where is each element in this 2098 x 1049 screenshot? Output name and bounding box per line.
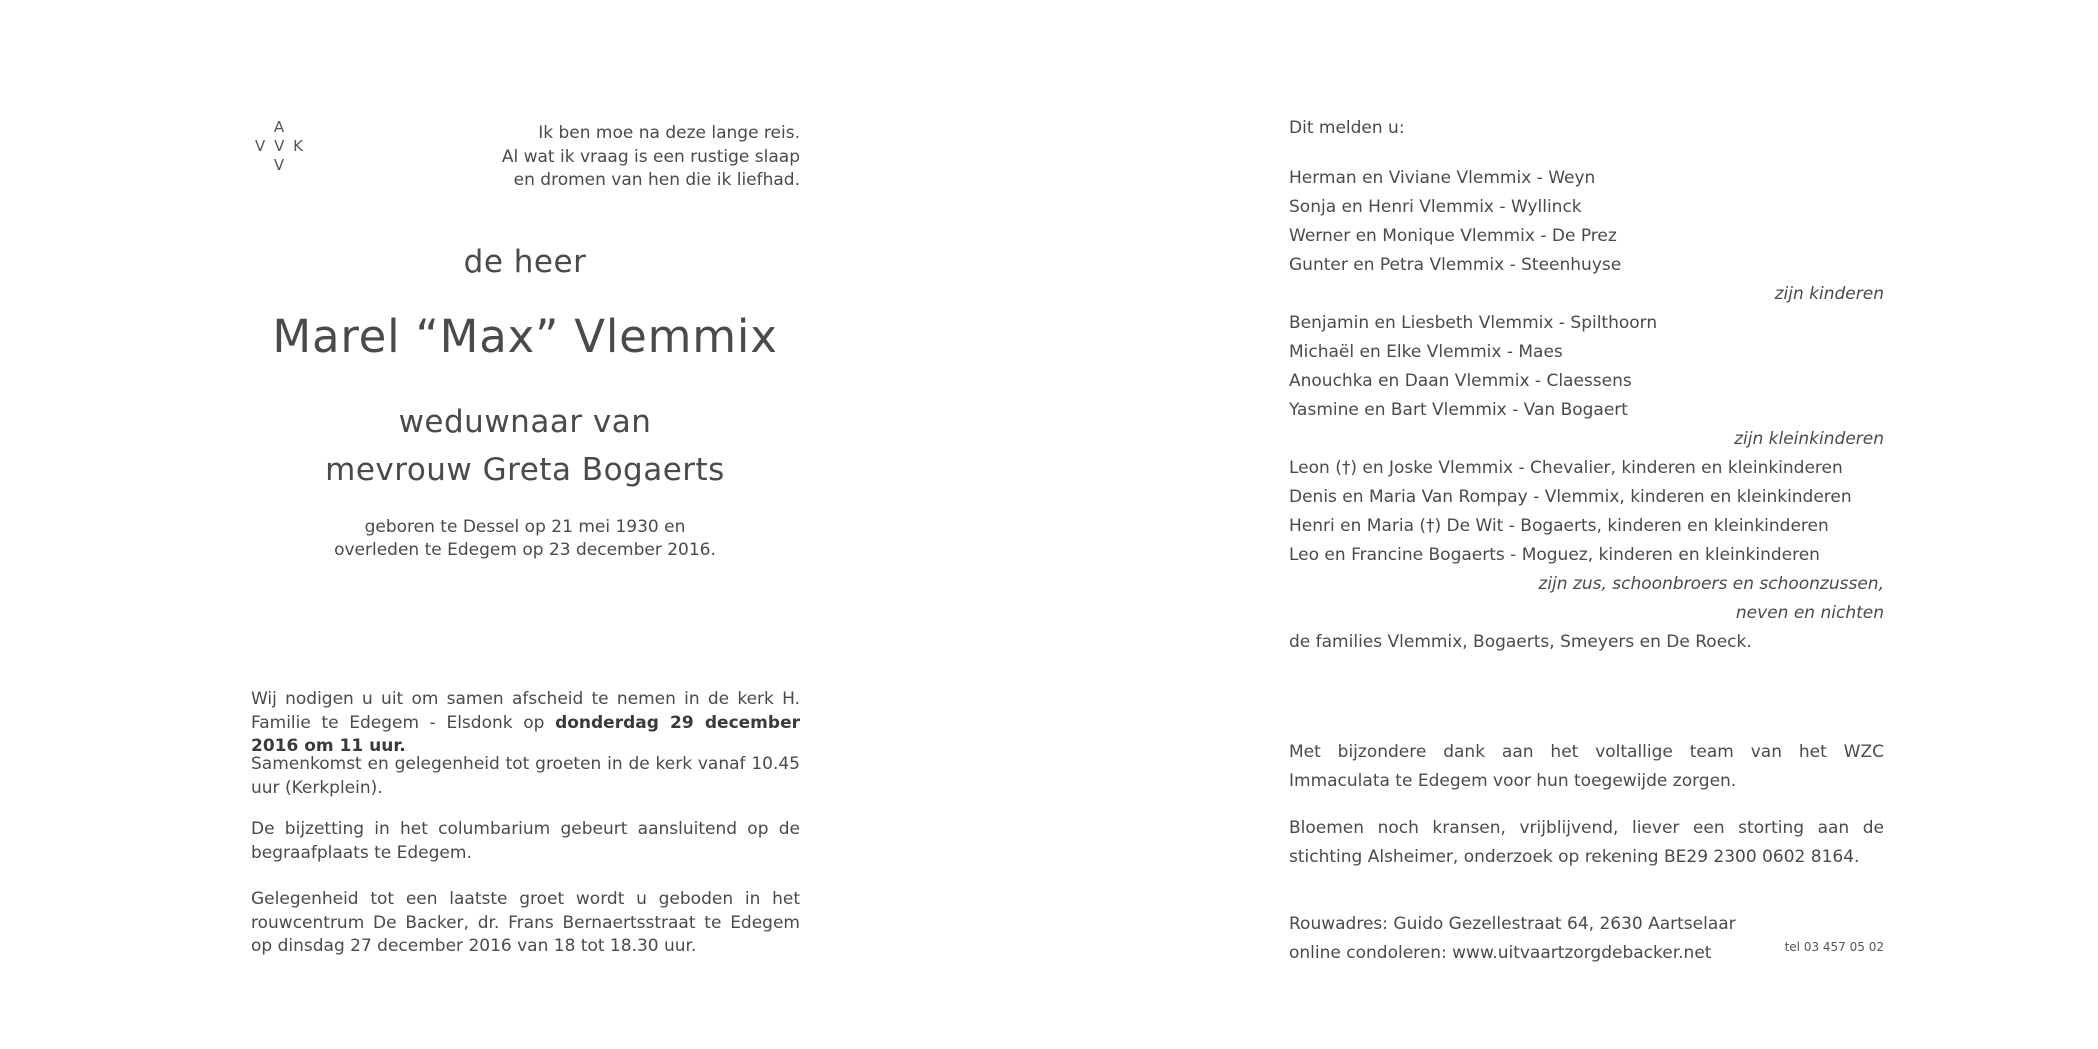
widower-of bbox=[250, 398, 800, 494]
family-member: Michaël en Elke Vlemmix - Maes bbox=[1289, 342, 1563, 362]
role-grandchildren: zijn kleinkinderen bbox=[1734, 429, 1884, 449]
widower-line: weduwnaar van bbox=[398, 404, 652, 440]
poem-line: Ik ben moe na deze lange reis. bbox=[538, 123, 800, 143]
family-member: Gunter en Petra Vlemmix - Steenhuyse bbox=[1289, 255, 1622, 275]
family-member: Werner en Monique Vlemmix - De Prez bbox=[1289, 226, 1617, 246]
invitation-text: Wij nodigen u uit om samen afscheid te nemen in de kerk H. Familie te Edegem - Elsdonk op bbox=[251, 689, 800, 733]
right-page bbox=[1049, 0, 2098, 1049]
family-member: Leon (†) en Joske Vlemmix - Chevalier, kinderen en kleinkinderen bbox=[1289, 458, 1843, 478]
poem bbox=[420, 122, 800, 193]
family-member: Leo en Francine Bogaerts - Moguez, kinderen en kleinkinderen bbox=[1289, 545, 1820, 565]
gathering-text: Samenkomst en gelegenheid tot groeten in de kerk vanaf 10.45 uur (Kerkplein). bbox=[251, 754, 800, 798]
title-prefix: de heer bbox=[463, 244, 587, 280]
birth-line: geboren te Dessel op 21 mei 1930 en bbox=[364, 517, 686, 537]
family-member: Yasmine en Bart Vlemmix - Van Bogaert bbox=[1289, 400, 1628, 420]
families-line: de families Vlemmix, Bogaerts, Smeyers en De Roeck. bbox=[1289, 632, 1752, 652]
family-list bbox=[1289, 164, 1884, 657]
monogram bbox=[250, 118, 310, 175]
online-condolences: online condoleren: www.uitvaartzorgdebacker.net bbox=[1289, 943, 1712, 963]
farewell-text: Gelegenheid tot een laatste groet wordt u geboden in het rouwcentrum De Backer, dr. Frans Bernaertsstraat te Edegem op dinsdag 27 december 2016 van 18 tot 18.30 uur. bbox=[251, 889, 800, 956]
poem-line: Al wat ik vraag is een rustige slaap bbox=[501, 146, 800, 167]
death-line: overleden te Edegem op 23 december 2016. bbox=[334, 540, 716, 560]
deceased-name: Marel “Max” Vlemmix bbox=[272, 310, 778, 363]
gathering-paragraph bbox=[251, 753, 800, 800]
role-children: zijn kinderen bbox=[1774, 284, 1884, 304]
family-member: Sonja en Henri Vlemmix - Wyllinck bbox=[1289, 197, 1582, 217]
farewell-paragraph bbox=[251, 888, 800, 959]
family-member: Henri en Maria (†) De Wit - Bogaerts, kinderen en kleinkinderen bbox=[1289, 516, 1829, 536]
invitation-paragraph bbox=[251, 688, 800, 759]
ceremony-datetime: donderdag 29 december 2016 om 11 uur. bbox=[251, 712, 800, 756]
family-member: Anouchka en Daan Vlemmix - Claessens bbox=[1289, 371, 1632, 391]
thanks-text: Met bijzondere dank aan het voltallige team van het WZC Immaculata te Edegem voor hun toegewijde zorgen. bbox=[1289, 742, 1884, 791]
poem-line: en dromen van hen die ik liefhad. bbox=[513, 170, 800, 190]
family-member: Herman en Viviane Vlemmix - Weyn bbox=[1289, 168, 1596, 188]
spouse-name: mevrouw Greta Bogaerts bbox=[325, 452, 725, 488]
mourning-address: Rouwadres: Guido Gezellestraat 64, 2630 Aartselaar bbox=[1289, 914, 1736, 934]
burial-text: De bijzetting in het columbarium gebeurt aansluitend op de begraafplaats te Edegem. bbox=[251, 819, 800, 863]
role-siblings: zijn zus, schoonbroers en schoonzussen, bbox=[1538, 574, 1884, 594]
role-siblings-cont: neven en nichten bbox=[1735, 603, 1884, 623]
family-member: Denis en Maria Van Rompay - Vlemmix, kinderen en kleinkinderen bbox=[1289, 487, 1852, 507]
contact-block bbox=[1289, 910, 1884, 968]
monogram-line: A bbox=[273, 118, 287, 136]
family-member: Benjamin en Liesbeth Vlemmix - Spilthoorn bbox=[1289, 313, 1658, 333]
monogram-line: V V K bbox=[255, 137, 305, 155]
flowers-paragraph bbox=[1289, 814, 1884, 872]
thanks-paragraph bbox=[1289, 738, 1884, 796]
burial-paragraph bbox=[251, 818, 800, 865]
flowers-text: Bloemen noch kransen, vrijblijvend, liever een storting aan de stichting Alsheimer, onderzoek op rekening BE29 2300 0602 8164. bbox=[1289, 818, 1884, 867]
life-dates bbox=[250, 516, 800, 562]
monogram-line: V bbox=[273, 156, 287, 174]
announcement-intro: Dit melden u: bbox=[1289, 118, 1405, 138]
telephone: tel 03 457 05 02 bbox=[1784, 940, 1884, 954]
